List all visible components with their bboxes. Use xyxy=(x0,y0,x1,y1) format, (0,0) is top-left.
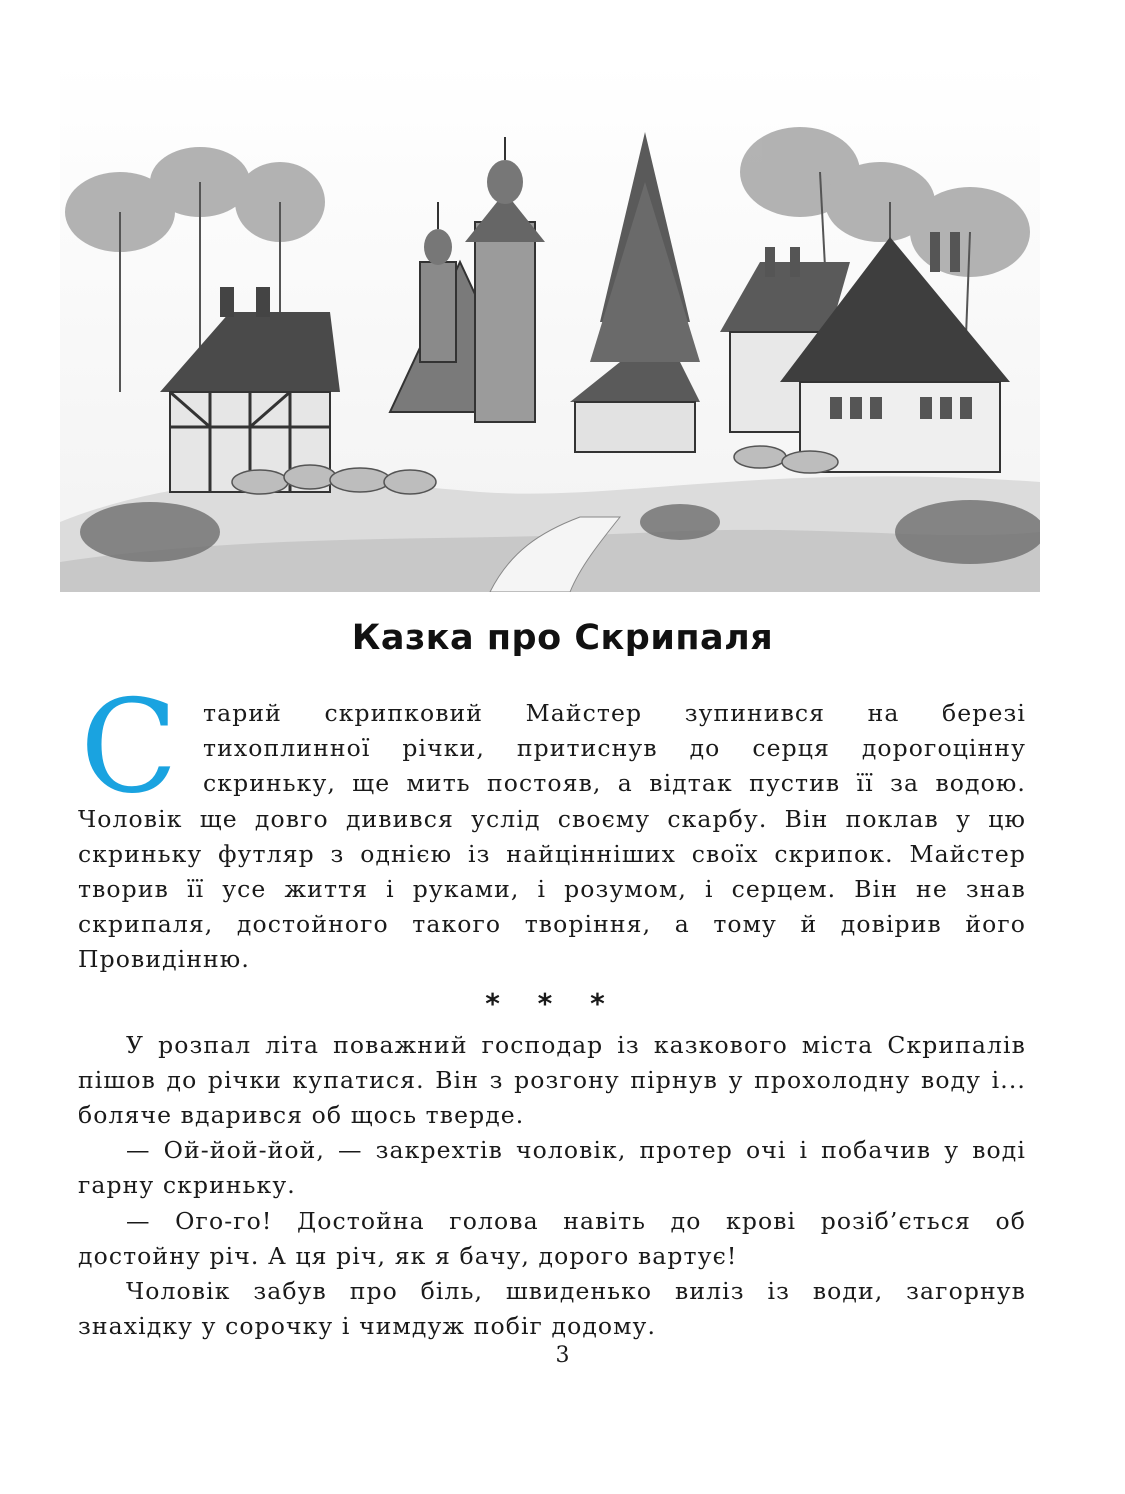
drop-cap-letter: С xyxy=(80,673,180,822)
paragraph-opening xyxy=(78,673,1026,978)
section-separator: * * * xyxy=(485,986,619,1020)
opening-text: тарий скрипковий Майстер зупинився на березі тихоплинної річки, притиснув до серця дорогоцінну скриньку, ще мить постояв, а відтак пустив її за водою. Чоловік ще довго дивився услід своєму скарбу. Він поклав у цю скриньку футляр з однією із найцінніших своїх скрипок. Майстер творив її усе життя і руками, і розумом, і серцем. Він не знав скрипаля, достойного такого творіння, а тому й довірив його Провидінню. xyxy=(78,699,1026,974)
paragraph: Чоловік забув про біль, швиденько виліз із води, загорнув знахідку у сорочку і чимдуж побіг додому. xyxy=(78,1277,1026,1341)
paragraph-dialogue: — Ой-йой-йой, — закрехтів чоловік, протер очі і побачив у воді гарну скриньку. xyxy=(78,1136,1026,1200)
paragraph-dialogue: — Ого-го! Достойна голова навіть до крові розіб’ється об достойну річ. А ця річ, як я бачу, дорого вартує! xyxy=(78,1206,1026,1270)
page-number: 3 xyxy=(555,1343,570,1368)
story-text xyxy=(78,673,1026,1344)
paragraph: У розпал літа поважний господар із казкового міста Скрипалів пішов до річки купатися. Він з розгону пірнув у прохолодну воду і... боляче вдарився об щось тверде. xyxy=(78,1030,1026,1130)
story-title: Казка про Скрипаля xyxy=(351,618,774,658)
village-illustration xyxy=(60,62,1040,592)
